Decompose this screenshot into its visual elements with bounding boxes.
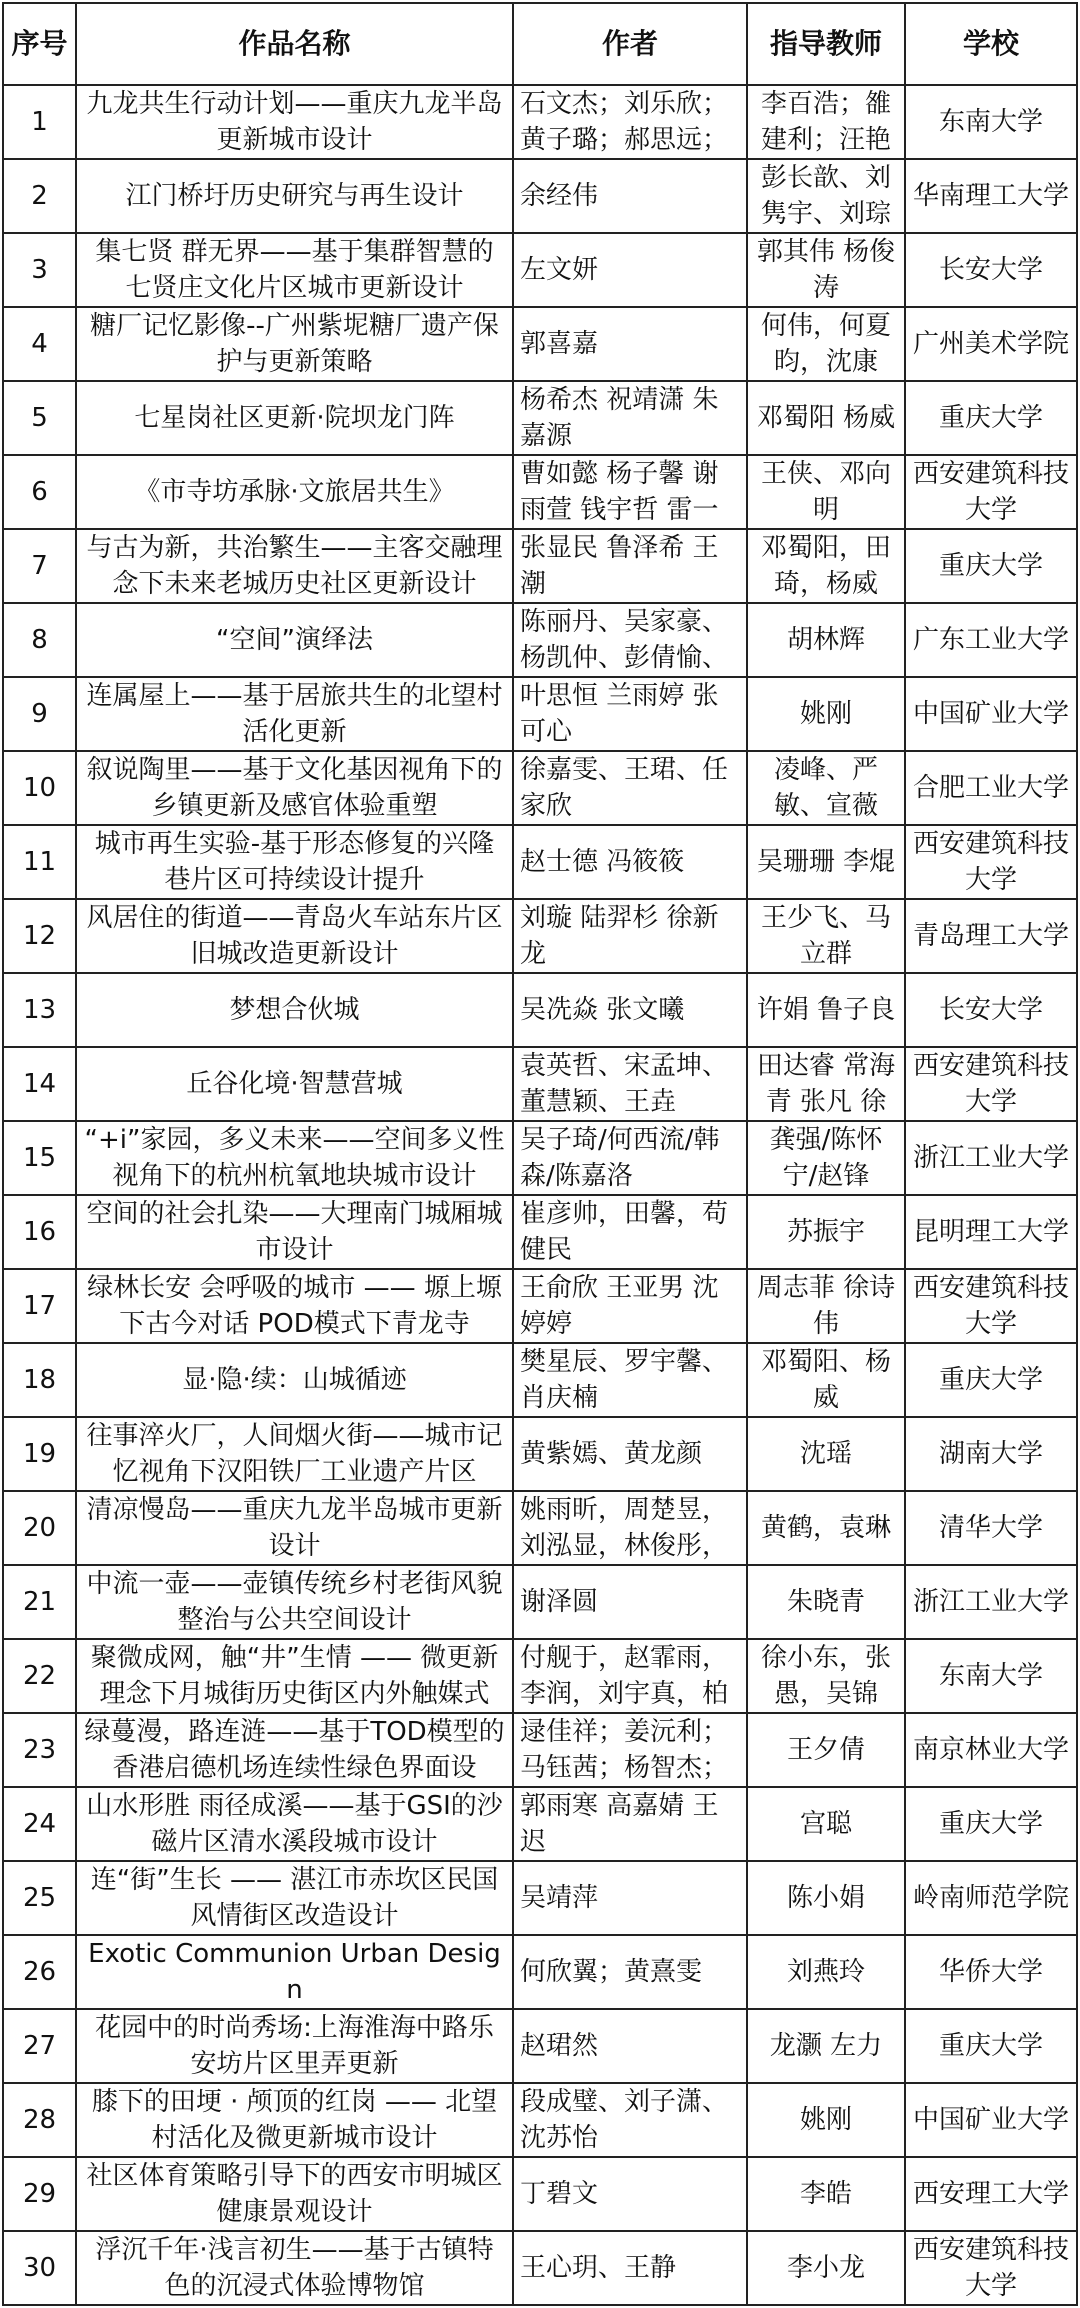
author-cell: 丁碧文	[513, 2157, 747, 2231]
table-row	[3, 381, 1077, 455]
serial-cell: 6	[3, 455, 76, 529]
author-cell: 余经伟	[513, 159, 747, 233]
serial-cell: 26	[3, 1935, 76, 2009]
work-title-cell: 叙说陶里——基于文化基因视角下的乡镇更新及感官体验重塑	[76, 751, 513, 825]
table-row	[3, 85, 1077, 159]
serial-cell: 21	[3, 1565, 76, 1639]
table-row	[3, 603, 1077, 677]
header-work-title: 作品名称	[76, 3, 513, 85]
school-cell: 西安建筑科技大学	[905, 2231, 1077, 2305]
serial-cell: 28	[3, 2083, 76, 2157]
advisor-cell: 李小龙	[747, 2231, 905, 2305]
school-cell: 南京林业大学	[905, 1713, 1077, 1787]
advisor-cell: 龚强/陈怀宁/赵锋	[747, 1121, 905, 1195]
advisor-cell: 李百浩；雒建利；汪艳	[747, 85, 905, 159]
work-title-cell: 显·隐·续：山城循迹	[76, 1343, 513, 1417]
serial-cell: 12	[3, 899, 76, 973]
table-row	[3, 1787, 1077, 1861]
serial-cell: 10	[3, 751, 76, 825]
school-cell: 西安建筑科技大学	[905, 825, 1077, 899]
header-advisor: 指导教师	[747, 3, 905, 85]
table-row	[3, 455, 1077, 529]
table-row	[3, 1047, 1077, 1121]
school-cell: 青岛理工大学	[905, 899, 1077, 973]
author-cell: 叶思恒 兰雨婷 张可心	[513, 677, 747, 751]
advisor-cell: 刘燕玲	[747, 1935, 905, 2009]
header-row	[3, 3, 1077, 85]
work-title-cell: 聚微成网，触“井”生情 —— 微更新理念下月城街历史街区内外触媒式	[76, 1639, 513, 1713]
advisor-cell: 徐小东，张愚，吴锦	[747, 1639, 905, 1713]
author-cell: 谢泽圆	[513, 1565, 747, 1639]
work-title-cell: 浮沉千年·浅言初生——基于古镇特色的沉浸式体验博物馆	[76, 2231, 513, 2305]
table-row	[3, 751, 1077, 825]
serial-cell: 7	[3, 529, 76, 603]
school-cell: 重庆大学	[905, 1787, 1077, 1861]
author-cell: 姚雨昕，周楚昱，刘泓显，林俊彤，	[513, 1491, 747, 1565]
school-cell: 西安理工大学	[905, 2157, 1077, 2231]
school-cell: 华南理工大学	[905, 159, 1077, 233]
advisor-cell: 王侠、邓向明	[747, 455, 905, 529]
work-title-cell: 社区体育策略引导下的西安市明城区健康景观设计	[76, 2157, 513, 2231]
table-row	[3, 1713, 1077, 1787]
work-title-cell: 丘谷化境·智慧营城	[76, 1047, 513, 1121]
author-cell: 吴子琦/何西流/韩森/陈嘉洛	[513, 1121, 747, 1195]
table-row	[3, 2157, 1077, 2231]
school-cell: 重庆大学	[905, 1343, 1077, 1417]
school-cell: 华侨大学	[905, 1935, 1077, 2009]
table-row	[3, 899, 1077, 973]
advisor-cell: 陈小娟	[747, 1861, 905, 1935]
school-cell: 昆明理工大学	[905, 1195, 1077, 1269]
author-cell: 徐嘉雯、王珺、任家欣	[513, 751, 747, 825]
school-cell: 岭南师范学院	[905, 1861, 1077, 1935]
serial-cell: 24	[3, 1787, 76, 1861]
serial-cell: 5	[3, 381, 76, 455]
serial-cell: 20	[3, 1491, 76, 1565]
advisor-cell: 田达睿 常海青 张凡 徐	[747, 1047, 905, 1121]
header-author: 作者	[513, 3, 747, 85]
work-title-cell: “空间”演绎法	[76, 603, 513, 677]
serial-cell: 27	[3, 2009, 76, 2083]
advisor-cell: 许娟 鲁子良	[747, 973, 905, 1047]
author-cell: 崔彦帅，田馨，苟健民	[513, 1195, 747, 1269]
advisor-cell: 王夕倩	[747, 1713, 905, 1787]
table-row	[3, 973, 1077, 1047]
advisor-cell: 何伟，何夏昀，沈康	[747, 307, 905, 381]
author-cell: 杨希杰 祝靖潇 朱嘉源	[513, 381, 747, 455]
work-title-cell: 花园中的时尚秀场:上海淮海中路乐安坊片区里弄更新	[76, 2009, 513, 2083]
work-title-cell: 绿林长安 会呼吸的城市 —— 塬上塬下古今对话 POD模式下青龙寺	[76, 1269, 513, 1343]
author-cell: 郭雨寒 高嘉婧 王迟	[513, 1787, 747, 1861]
author-cell: 郭喜嘉	[513, 307, 747, 381]
advisor-cell: 李皓	[747, 2157, 905, 2231]
author-cell: 石文杰；刘乐欣；黄子璐；郝思远；	[513, 85, 747, 159]
author-cell: 袁英哲、宋孟坤、董慧颖、王垚	[513, 1047, 747, 1121]
school-cell: 重庆大学	[905, 381, 1077, 455]
serial-cell: 14	[3, 1047, 76, 1121]
author-cell: 樊星辰、罗宇馨、肖庆楠	[513, 1343, 747, 1417]
advisor-cell: 邓蜀阳 杨威	[747, 381, 905, 455]
table-row	[3, 1195, 1077, 1269]
author-cell: 吴冼焱 张文曦	[513, 973, 747, 1047]
school-cell: 浙江工业大学	[905, 1121, 1077, 1195]
serial-cell: 15	[3, 1121, 76, 1195]
advisor-cell: 周志菲 徐诗伟	[747, 1269, 905, 1343]
serial-cell: 11	[3, 825, 76, 899]
advisor-cell: 姚刚	[747, 677, 905, 751]
table-row	[3, 1491, 1077, 1565]
work-title-cell: 绿蔓漫，路连涟——基于TOD模型的香港启德机场连续性绿色界面设	[76, 1713, 513, 1787]
serial-cell: 1	[3, 85, 76, 159]
table-row	[3, 2231, 1077, 2305]
advisor-cell: 王少飞、马立群	[747, 899, 905, 973]
advisor-cell: 姚刚	[747, 2083, 905, 2157]
serial-cell: 9	[3, 677, 76, 751]
advisor-cell: 凌峰、严敏、宣薇	[747, 751, 905, 825]
serial-cell: 16	[3, 1195, 76, 1269]
work-title-cell: 与古为新，共治繁生——主客交融理念下未来老城历史社区更新设计	[76, 529, 513, 603]
school-cell: 西安建筑科技大学	[905, 1269, 1077, 1343]
author-cell: 王俞欣 王亚男 沈婷婷	[513, 1269, 747, 1343]
serial-cell: 29	[3, 2157, 76, 2231]
work-title-cell: 糖厂记忆影像--广州紫坭糖厂遗产保护与更新策略	[76, 307, 513, 381]
advisor-cell: 胡林辉	[747, 603, 905, 677]
advisor-cell: 沈瑶	[747, 1417, 905, 1491]
work-title-cell: 空间的社会扎染——大理南门城厢城市设计	[76, 1195, 513, 1269]
author-cell: 逯佳祥；姜沅利；马钰茜；杨智杰；	[513, 1713, 747, 1787]
school-cell: 清华大学	[905, 1491, 1077, 1565]
work-title-cell: 九龙共生行动计划——重庆九龙半岛更新城市设计	[76, 85, 513, 159]
serial-cell: 8	[3, 603, 76, 677]
author-cell: 刘璇 陆羿杉 徐新龙	[513, 899, 747, 973]
author-cell: 曹如懿 杨子馨 谢雨萱 钱宇哲 雷一	[513, 455, 747, 529]
serial-cell: 25	[3, 1861, 76, 1935]
serial-cell: 4	[3, 307, 76, 381]
work-title-cell: Exotic Communion Urban Design	[76, 1935, 513, 2009]
work-title-cell: 《市寺坊承脉·文旅居共生》	[76, 455, 513, 529]
work-title-cell: 城市再生实验-基于形态修复的兴隆巷片区可持续设计提升	[76, 825, 513, 899]
work-title-cell: “+i”家园，多义未来——空间多义性视角下的杭州杭氧地块城市设计	[76, 1121, 513, 1195]
work-title-cell: 梦想合伙城	[76, 973, 513, 1047]
table-row	[3, 1343, 1077, 1417]
table-row	[3, 1417, 1077, 1491]
advisor-cell: 黄鹤，袁琳	[747, 1491, 905, 1565]
school-cell: 东南大学	[905, 1639, 1077, 1713]
table-row	[3, 307, 1077, 381]
serial-cell: 17	[3, 1269, 76, 1343]
school-cell: 广州美术学院	[905, 307, 1077, 381]
school-cell: 西安建筑科技大学	[905, 1047, 1077, 1121]
school-cell: 合肥工业大学	[905, 751, 1077, 825]
author-cell: 段成璧、刘子潇、沈苏怡	[513, 2083, 747, 2157]
school-cell: 重庆大学	[905, 2009, 1077, 2083]
table-row	[3, 529, 1077, 603]
table-row	[3, 2009, 1077, 2083]
advisor-cell: 彭长歆、刘隽宇、刘琮	[747, 159, 905, 233]
work-title-cell: 往事淬火厂，人间烟火街——城市记忆视角下汉阳铁厂工业遗产片区	[76, 1417, 513, 1491]
work-title-cell: 江门桥圩历史研究与再生设计	[76, 159, 513, 233]
table-row	[3, 677, 1077, 751]
advisor-cell: 宫聪	[747, 1787, 905, 1861]
table-row	[3, 233, 1077, 307]
author-cell: 左文妍	[513, 233, 747, 307]
advisor-cell: 朱晓青	[747, 1565, 905, 1639]
serial-cell: 30	[3, 2231, 76, 2305]
serial-cell: 22	[3, 1639, 76, 1713]
work-title-cell: 中流一壶——壶镇传统乡村老街风貌整治与公共空间设计	[76, 1565, 513, 1639]
author-cell: 赵士德 冯筱筱	[513, 825, 747, 899]
table-row	[3, 1121, 1077, 1195]
author-cell: 张显民 鲁泽希 王潮	[513, 529, 747, 603]
table-row	[3, 2083, 1077, 2157]
advisor-cell: 郭其伟 杨俊涛	[747, 233, 905, 307]
advisor-cell: 邓蜀阳、杨威	[747, 1343, 905, 1417]
work-title-cell: 连属屋上——基于居旅共生的北望村活化更新	[76, 677, 513, 751]
serial-cell: 13	[3, 973, 76, 1047]
work-title-cell: 膝下的田埂 · 颅顶的红岗 —— 北望村活化及微更新城市设计	[76, 2083, 513, 2157]
work-title-cell: 集七贤 群无界——基于集群智慧的七贤庄文化片区城市更新设计	[76, 233, 513, 307]
author-cell: 王心玥、王静	[513, 2231, 747, 2305]
school-cell: 长安大学	[905, 973, 1077, 1047]
table-body	[3, 85, 1077, 2305]
work-title-cell: 风居住的街道——青岛火车站东片区旧城改造更新设计	[76, 899, 513, 973]
work-title-cell: 七星岗社区更新·院坝龙门阵	[76, 381, 513, 455]
school-cell: 中国矿业大学	[905, 677, 1077, 751]
advisor-cell: 苏振宇	[747, 1195, 905, 1269]
table-row	[3, 1861, 1077, 1935]
author-cell: 吴靖萍	[513, 1861, 747, 1935]
work-title-cell: 清凉慢岛——重庆九龙半岛城市更新设计	[76, 1491, 513, 1565]
table-row	[3, 1565, 1077, 1639]
author-cell: 黄紫嫣、黄龙颜	[513, 1417, 747, 1491]
school-cell: 西安建筑科技大学	[905, 455, 1077, 529]
table-row	[3, 159, 1077, 233]
author-cell: 何欣翼；黄熹雯	[513, 1935, 747, 2009]
table-row	[3, 825, 1077, 899]
advisor-cell: 吴珊珊 李焜	[747, 825, 905, 899]
serial-cell: 23	[3, 1713, 76, 1787]
serial-cell: 18	[3, 1343, 76, 1417]
work-title-cell: 山水形胜 雨径成溪——基于GSI的沙磁片区清水溪段城市设计	[76, 1787, 513, 1861]
author-cell: 陈丽丹、吴家豪、杨凯仲、彭倩愉、	[513, 603, 747, 677]
header-serial: 序号	[3, 3, 76, 85]
school-cell: 湖南大学	[905, 1417, 1077, 1491]
serial-cell: 3	[3, 233, 76, 307]
table-row	[3, 1269, 1077, 1343]
author-cell: 赵珺然	[513, 2009, 747, 2083]
school-cell: 长安大学	[905, 233, 1077, 307]
school-cell: 广东工业大学	[905, 603, 1077, 677]
author-cell: 付舰于，赵霏雨，李润，刘宇真，柏	[513, 1639, 747, 1713]
serial-cell: 2	[3, 159, 76, 233]
table-row	[3, 1935, 1077, 2009]
work-title-cell: 连“街”生长 —— 湛江市赤坎区民国风情街区改造设计	[76, 1861, 513, 1935]
school-cell: 东南大学	[905, 85, 1077, 159]
results-table	[2, 2, 1078, 2306]
serial-cell: 19	[3, 1417, 76, 1491]
school-cell: 中国矿业大学	[905, 2083, 1077, 2157]
table-row	[3, 1639, 1077, 1713]
advisor-cell: 龙灏 左力	[747, 2009, 905, 2083]
header-school: 学校	[905, 3, 1077, 85]
school-cell: 重庆大学	[905, 529, 1077, 603]
school-cell: 浙江工业大学	[905, 1565, 1077, 1639]
advisor-cell: 邓蜀阳，田琦，杨威	[747, 529, 905, 603]
